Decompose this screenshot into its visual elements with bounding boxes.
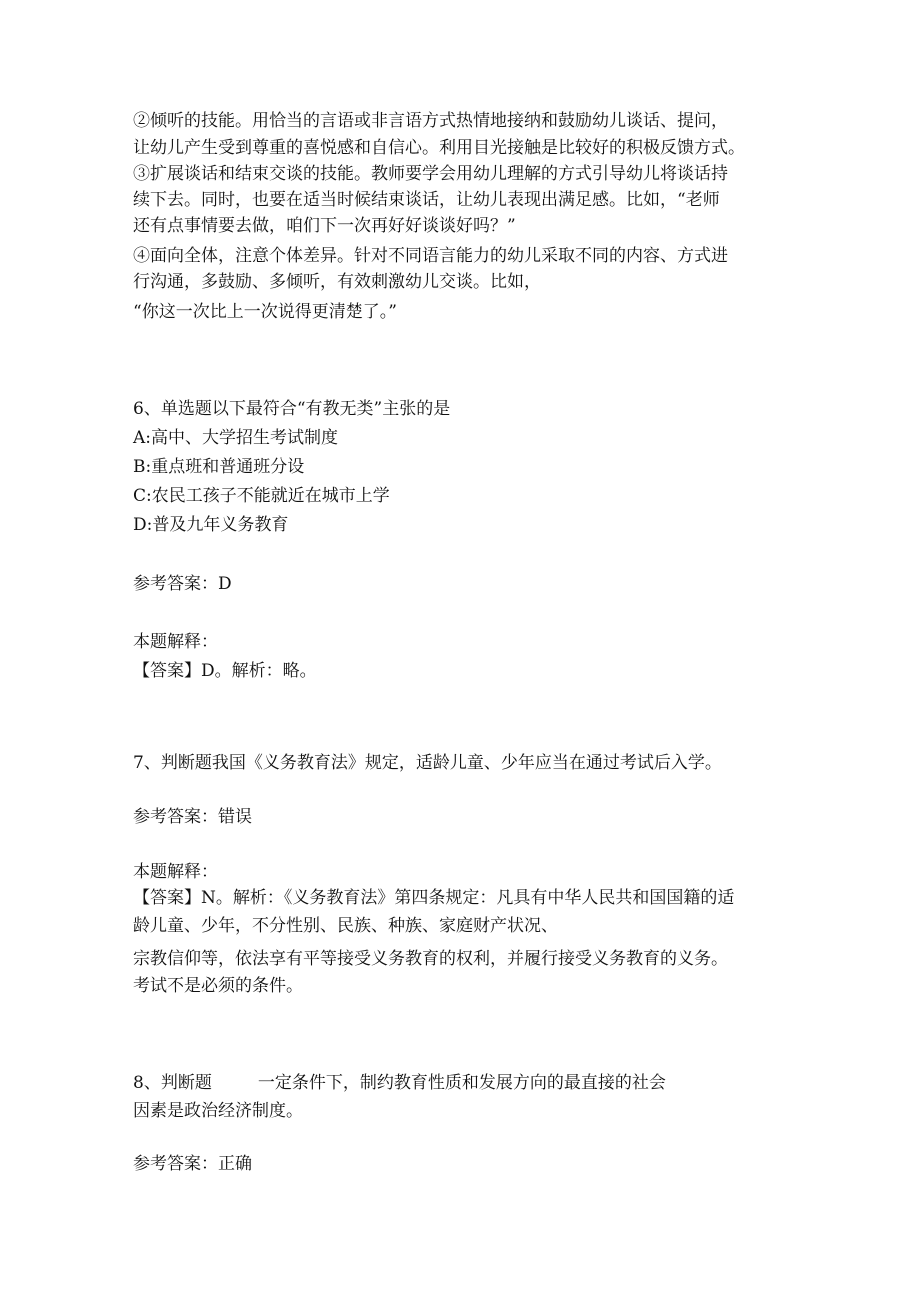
intro-line: 让幼儿产生受到尊重的喜悦感和自信心。利用目光接触是比较好的积极反馈方式。 (133, 138, 745, 158)
intro-line: ②倾听的技能。用恰当的言语或非言语方式热情地接纳和鼓励幼儿谈话、提问， (133, 111, 728, 131)
q7-answer: 参考答案：错误 (133, 807, 252, 827)
q6-explain-label: 本题解释： (133, 632, 218, 652)
q8-title-body: 一定条件下，制约教育性质和发展方向的最直接的社会 (257, 1073, 666, 1093)
intro-line: 还有点事情要去做，咱们下一次再好好谈谈好吗？” (133, 216, 516, 236)
q7-explain-line: 宗教信仰等，依法享有平等接受义务教育的权利，并履行接受义务教育的义务。 (133, 949, 728, 969)
question-8-title (133, 1072, 666, 1094)
intro-line: 行沟通，多鼓励、多倾听，有效刺激幼儿交谈。比如， (133, 272, 541, 292)
intro-line: “你这一次比上一次说得更清楚了。” (133, 302, 397, 322)
q6-explain: 【答案】D。解析：略。 (133, 661, 317, 681)
q8-title-line2: 因素是政治经济制度。 (133, 1101, 303, 1121)
q7-explain-line: 龄儿童、少年，不分性别、民族、种族、家庭财产状况、 (133, 916, 558, 936)
q8-answer: 参考答案：正确 (133, 1154, 252, 1174)
intro-line: 续下去。同时，也要在适当时候结束谈话，让幼儿表现出满足感。比如，“老师 (133, 190, 720, 210)
question-6-title: 6、单选题以下最符合“有教无类”主张的是 (133, 399, 451, 419)
q7-explain-label: 本题解释： (133, 862, 218, 882)
q7-explain-line: 考试不是必须的条件。 (133, 976, 303, 996)
q8-title-prefix: 8、判断题 (133, 1073, 212, 1093)
question-7-title: 7、判断题我国《义务教育法》规定，适龄儿童、少年应当在通过考试后入学。 (133, 753, 722, 773)
q6-answer: 参考答案：D (133, 574, 232, 594)
q6-option-b: B:重点班和普通班分设 (133, 457, 305, 477)
q6-option-a: A:高中、大学招生考试制度 (133, 428, 339, 448)
intro-line: ④面向全体，注意个体差异。针对不同语言能力的幼儿采取不同的内容、方式进 (133, 246, 728, 266)
q6-option-c: C:农民工孩子不能就近在城市上学 (133, 486, 390, 506)
q6-option-d: D:普及九年义务教育 (133, 515, 289, 535)
q7-explain-line: 【答案】N。解析：《义务教育法》第四条规定：凡具有中华人民共和国国籍的适 (133, 888, 735, 908)
intro-line: ③扩展谈话和结束交谈的技能。教师要学会用幼儿理解的方式引导幼儿将谈话持 (133, 164, 728, 184)
